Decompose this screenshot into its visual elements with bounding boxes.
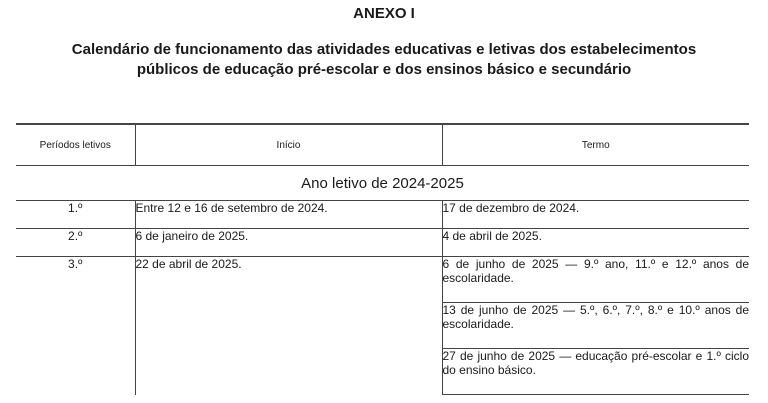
period-end: 17 de dezembro de 2024. <box>442 201 749 229</box>
header-periods: Períodos letivos <box>16 124 135 166</box>
document-title: Calendário de funcionamento das atividades educativas e letivas dos estabelecimentos públicos de educação pré-escolar e dos ensinos básico e secundário <box>71 41 697 78</box>
school-year-label: Ano letivo de 2024-2025 <box>16 166 749 201</box>
period-start: 22 de abril de 2025. <box>135 257 442 395</box>
header-start: Início <box>135 124 442 166</box>
period-end: 27 de junho de 2025 — educação pré-escolar e 1.º ciclo do ensino básico. <box>442 349 749 395</box>
header-end: Termo <box>442 124 749 166</box>
period-end: 4 de abril de 2025. <box>442 229 749 257</box>
period-end: 6 de junho de 2025 — 9.º ano, 11.º e 12.º anos de escolaridade. <box>442 257 749 303</box>
period-number: 3.º <box>68 257 83 271</box>
table-row <box>16 257 749 303</box>
table-row <box>16 229 749 257</box>
period-start: Entre 12 e 16 de setembro de 2024. <box>135 201 442 229</box>
annex-title: ANEXO I <box>353 5 415 22</box>
school-calendar-table <box>16 123 749 395</box>
school-year-row <box>16 166 749 201</box>
period-end: 13 de junho de 2025 — 5.º, 6.º, 7.º, 8.º e 10.º anos de escolaridade. <box>442 303 749 349</box>
table-header-row <box>16 124 749 166</box>
period-number: 1.º <box>16 201 135 229</box>
period-start: 6 de janeiro de 2025. <box>135 229 442 257</box>
table-row <box>16 201 749 229</box>
period-number: 2.º <box>16 229 135 257</box>
